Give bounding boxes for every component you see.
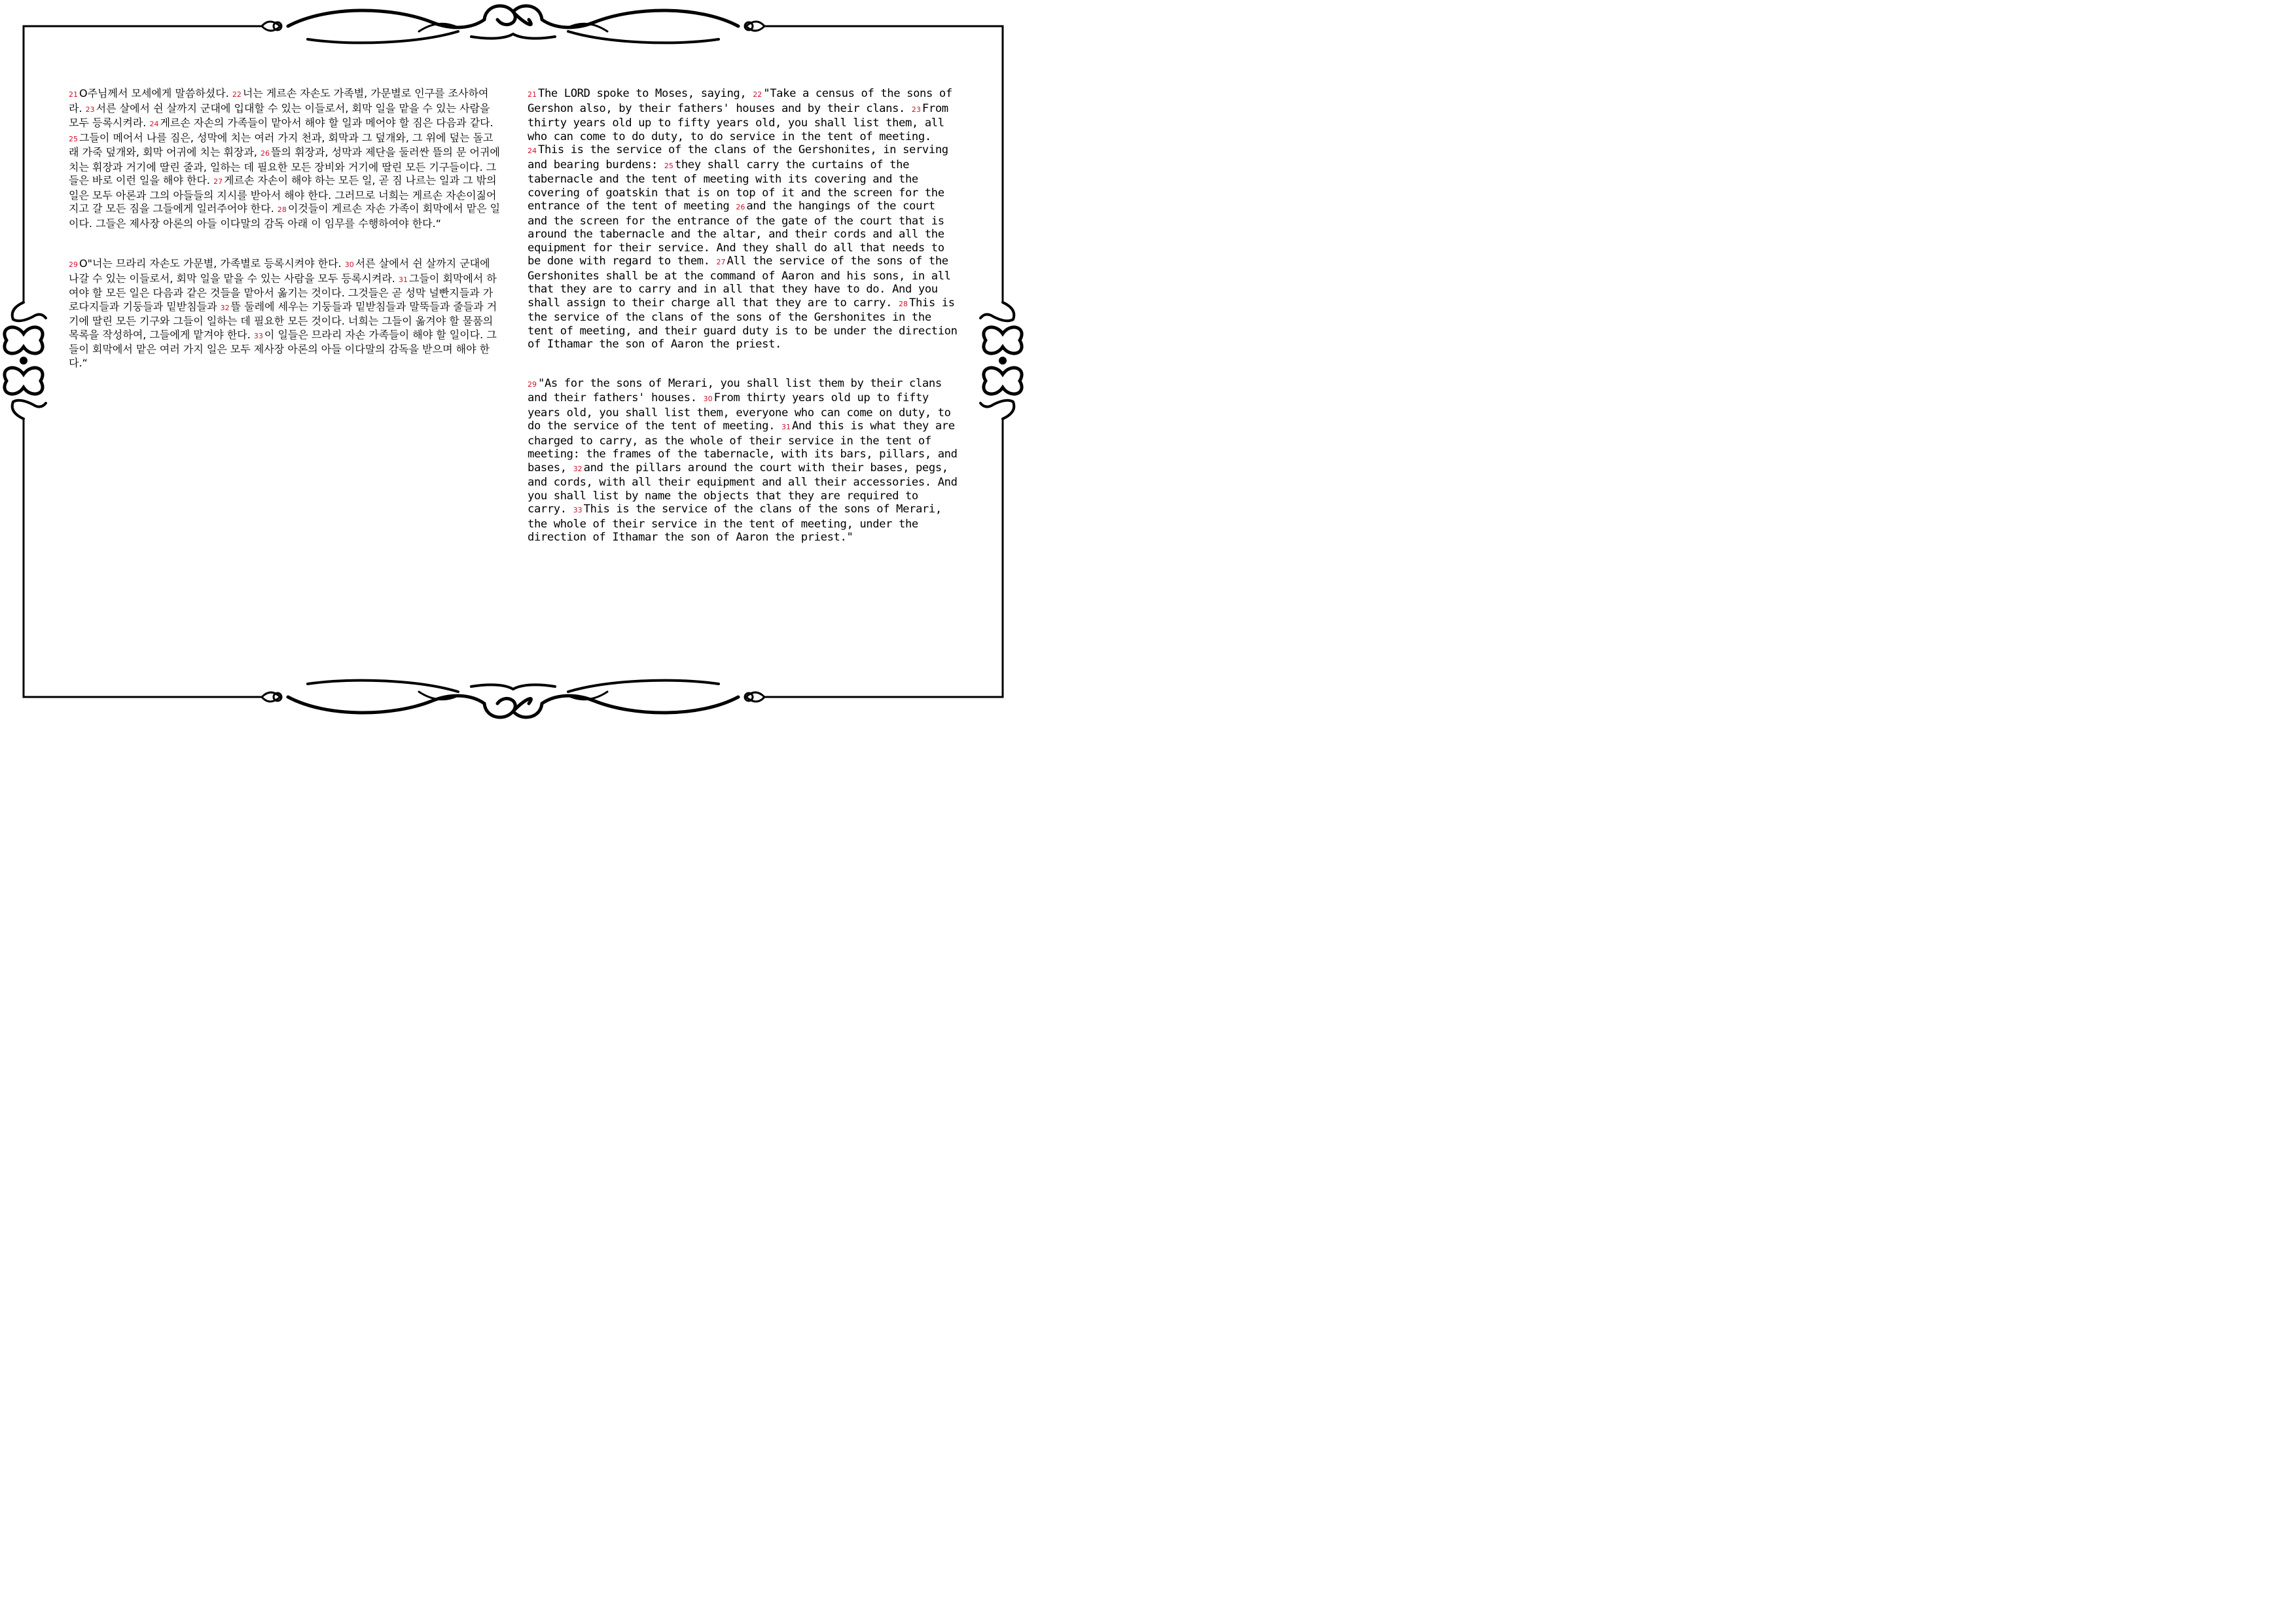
verse-number: 33 xyxy=(253,331,263,340)
verse-number: 31 xyxy=(398,275,408,284)
verse-number: 24 xyxy=(528,147,537,155)
left-side-ornament xyxy=(5,302,46,419)
verse-text: From thirty years old up to fifty years old, you shall list them, all who can come to do duty, to do service in the tent of meeting. xyxy=(528,101,948,143)
verse-number: 29 xyxy=(69,260,78,269)
right-side-ornament xyxy=(980,302,1022,419)
verse-text: 이것들이 게르손 자손 가족이 회막에서 맡은 일이다. 그들은 제사장 아론의 아들 이다말의 감독 아래 이 임무를 수행하여야 한다.“ xyxy=(69,202,501,230)
verse-number: 29 xyxy=(528,380,537,389)
bottom-flourish-ornament xyxy=(262,681,764,717)
english-text-column xyxy=(528,87,960,544)
english-paragraph-gershon xyxy=(528,87,960,351)
verse-text: and the hangings of the court and the screen for the entrance of the gate of the court that is around the tabernacle and the altar, and their cords and all the equipment for their service. And they shall do all that needs to be done with regard to them. xyxy=(528,200,944,268)
verse-text: This is the service of the clans of the Gershonites, in serving and bearing burdens: xyxy=(528,143,948,171)
verse-text: 게르손 자손의 가족들이 맡아서 해야 할 일과 메어야 할 짐은 다음과 같다. xyxy=(160,116,493,129)
verse-text: 서른 살에서 쉰 살까지 군대에 나갈 수 있는 이들로서, 회막 일을 맡을 수 있는 사람을 모두 등록시켜라. xyxy=(69,257,490,285)
verse-number: 33 xyxy=(573,506,583,514)
verse-number: 23 xyxy=(911,105,921,114)
verse-text: they shall carry the curtains of the tabernacle and the tent of meeting with its covering and the covering of goatskin that is on top of it and the screen for the entrance of the tent of meeting xyxy=(528,158,944,213)
verse-text: O주님께서 모세에게 말씀하셨다. xyxy=(79,87,232,99)
verse-number: 21 xyxy=(528,90,537,99)
verse-text: 뜰 둘레에 세우는 기둥들과 밑받침들과 말뚝들과 줄들과 거기에 딸린 모든 기구와 그들이 일하는 데 필요한 모든 것이다. 너희는 그들이 옮겨야 할 물품의목록을 작성하여, 그들에게 맡겨야 한다. xyxy=(69,300,497,341)
verse-text: The LORD spoke to Moses, saying, xyxy=(538,87,753,100)
verse-number: 22 xyxy=(232,90,242,99)
verse-text: 서른 살에서 쉰 살까지 군대에 입대할 수 있는 이들로서, 회막 일을 맡을 수 있는 사람을 모두 등록시켜라. xyxy=(69,101,490,129)
verse-text: And this is what they are charged to carry, as the whole of their service in the tent of meeting: the frames of the tabernacle, with its bars, pillars, and bases, xyxy=(528,419,958,474)
verse-text: 너는 게르손 자손도 가족별, 가문별로 인구를 조사하여라. xyxy=(69,87,489,115)
verse-text: 뜰의 휘장과, 성막과 제단을 둘러싼 뜰의 문 어귀에 치는 휘장과 거기에 딸린 줄과, 일하는 데 필요한 모든 장비와 거기에 딸린 모든 기구들이다. 그들은 바로 이런 일을 해야 한다. xyxy=(69,146,500,187)
verse-text: This is the service of the clans of the sons of the Gershonites in the tent of meeting, and their guard duty is to be under the direction of Ithamar the son of Aaron the priest. xyxy=(528,296,958,351)
korean-paragraph-merari xyxy=(69,257,501,370)
verse-text: 그들이 메어서 나를 짐은, 성막에 치는 여러 가지 천과, 회막과 그 덮개와, 그 위에 덮는 돌고래 가죽 덮개와, 회막 어귀에 치는 휘장과, xyxy=(69,131,493,158)
verse-text: and the pillars around the court with their bases, pegs, and cords, with all their equipment and all their accessories. And you shall list by name the objects that they are required to carry. xyxy=(528,461,958,516)
korean-text-column xyxy=(69,87,501,370)
verse-number: 32 xyxy=(220,303,230,312)
verse-number: 26 xyxy=(736,203,745,211)
korean-paragraph-gershon xyxy=(69,87,501,230)
frame-bottom-left-line xyxy=(24,419,262,697)
verse-number: 28 xyxy=(899,299,908,308)
english-paragraph-merari xyxy=(528,377,960,544)
verse-text: 이 일들은 므라리 자손 가족들이 해야 할 일이다. 그들이 회막에서 맡은 여러 가지 일은 모두 제사장 아론의 아들 이다말의 감독을 받으며 해야 한다.“ xyxy=(69,328,497,369)
verse-number: 21 xyxy=(69,90,78,99)
verse-number: 27 xyxy=(213,177,223,186)
verse-text: O"너는 므라리 자손도 가문별, 가족별로 등록시켜야 한다. xyxy=(79,257,345,270)
verse-number: 30 xyxy=(344,260,354,269)
verse-text: 게르손 자손이 해야 하는 모든 일, 곧 짐 나르는 일과 그 밖의 일은 모두 아론과 그의 아들들의 지시를 받아서 해야 한다. 그러므로 너희는 게르손 자손이짊어지고 갈 모든 짐을 그들에게 일러주어야 한다. xyxy=(69,174,497,215)
verse-text: This is the service of the clans of the sons of Merari, the whole of their service in the tent of meeting, under the direction of Ithamar the son of Aaron the priest." xyxy=(528,503,942,544)
verse-number: 26 xyxy=(260,149,270,158)
verse-number: 27 xyxy=(716,258,726,266)
verse-text: All the service of the sons of the Gershonites shall be at the command of Aaron and his sons, in all that they are to carry and in all that they have to do. And you shall assign to their charge all that they are to carry. xyxy=(528,255,951,310)
verse-number: 31 xyxy=(781,423,791,431)
verse-number: 30 xyxy=(703,395,713,403)
verse-number: 23 xyxy=(85,105,95,114)
verse-text: From thirty years old up to fifty years old, you shall list them, everyone who can come on duty, to do the service of the tent of meeting. xyxy=(528,391,951,433)
verse-text: "As for the sons of Merari, you shall list them by their clans and their fathers' houses. xyxy=(528,376,942,404)
verse-text: 그들이 회막에서 하여야 할 모든 일은 다음과 같은 것들을 맡아서 옮기는 것이다. 그것들은 곧 성막 널빤지들과 가로다지들과 기둥들과 밑받침들과 xyxy=(69,272,497,313)
verse-number: 32 xyxy=(573,464,583,473)
top-flourish-ornament xyxy=(262,6,764,43)
verse-number: 24 xyxy=(149,120,159,128)
verse-number: 28 xyxy=(277,205,287,214)
verse-number: 22 xyxy=(753,90,762,99)
verse-text: "Take a census of the sons of Gershon also, by their fathers' houses and by their clans. xyxy=(528,87,952,115)
verse-number: 25 xyxy=(69,134,78,143)
verse-number: 25 xyxy=(664,161,673,170)
